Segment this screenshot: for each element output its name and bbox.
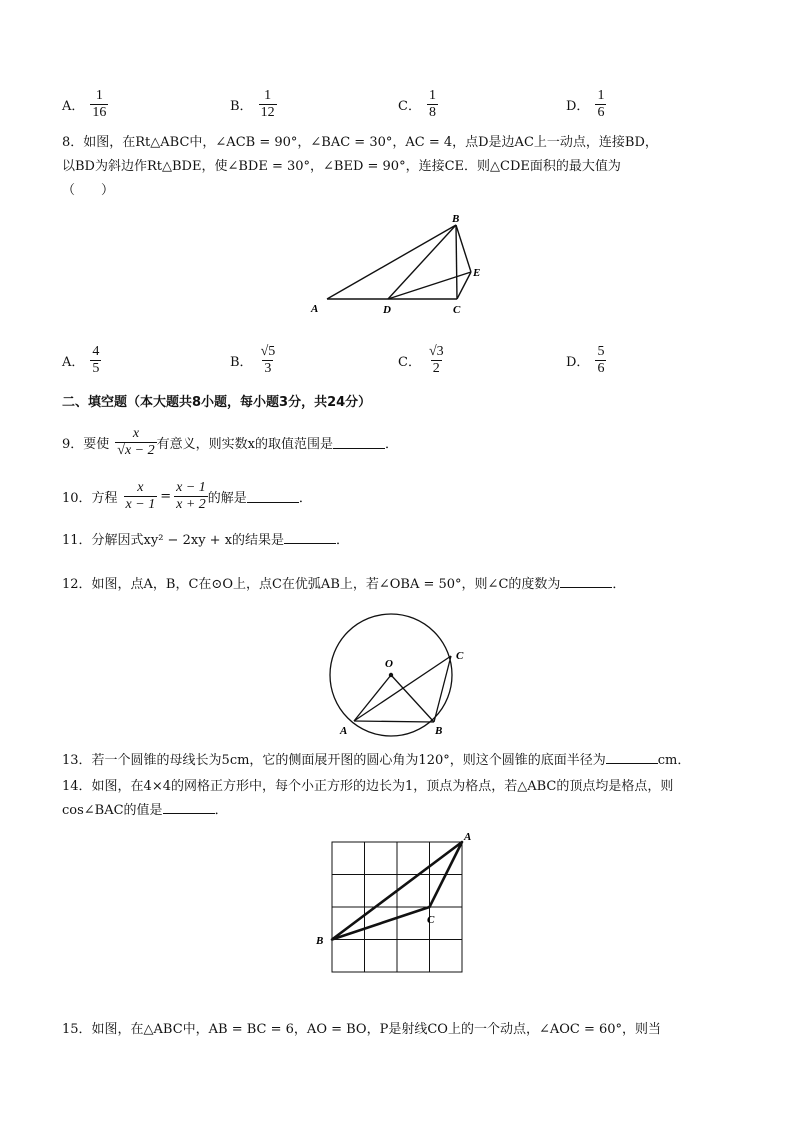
q13-end: cm． [657, 753, 691, 768]
q10-question [62, 480, 312, 513]
q8-option-b-fraction [259, 344, 278, 377]
q9-num: x [132, 426, 140, 441]
q8-option-c-fraction [427, 344, 446, 377]
q8-label-c: C [453, 304, 461, 316]
q7-option-a-den: 16 [92, 105, 107, 121]
q10-left-fraction [124, 480, 158, 513]
q10-suffix: 的解是 [207, 491, 247, 507]
q12-label-o: O [385, 658, 393, 670]
q12-label-a: A [340, 725, 348, 737]
q12-circle-figure [320, 612, 480, 742]
section-2-heading: 二、填空题（本大题共8小题，每小题3分，共24分） [62, 395, 372, 410]
q8-option-a [62, 344, 101, 377]
q12-center-dot [389, 673, 393, 677]
q7-option-b-num: 1 [264, 88, 272, 103]
q7-option-b-den: 12 [260, 105, 275, 121]
q8-option-a-num: 4 [92, 344, 100, 359]
q8-label-b: B [452, 213, 460, 225]
q7-option-d-letter: D． [566, 99, 590, 115]
q7-option-c-num: 1 [428, 88, 436, 103]
q8-option-b-den: 3 [264, 361, 272, 377]
q14-label-b: B [316, 935, 324, 947]
q8-option-d-num: 5 [597, 344, 605, 359]
q12-end: ． [612, 577, 626, 592]
q13-answer-blank[interactable] [606, 751, 658, 764]
q14-line-1: 14．如图，在4×4的网格正方形中，每个小正方形的边长为1，顶点为格点，若△ABC的顶点均是格点，则 [62, 779, 674, 794]
q8-option-b-num: √5 [260, 344, 276, 359]
q12-text: 12．如图，点A，B，C在⊙O上，点C在优弧AB上，若∠OBA = 50°，则∠C的度数为 [62, 577, 561, 592]
q7-option-a [62, 88, 108, 121]
q9-question [62, 426, 398, 459]
q14-line-2 [62, 801, 228, 821]
q8-line-1: 8．如图，在Rt△ABC中，∠ACB = 90°，∠BAC = 30°，AC = 4，点D是边AC上一动点，连接BD， [62, 135, 658, 150]
q7-option-a-fraction [90, 88, 108, 121]
q8-line-2: 以BD为斜边作Rt△BDE，使∠BDE = 30°，∠BED = 90°，连接CE．则△CDE面积的最大值为 [62, 159, 621, 174]
q8-triangle-figure [305, 208, 495, 316]
q7-option-d [566, 88, 606, 121]
q10-left-num: x [137, 480, 144, 495]
q8-option-c-letter: C． [398, 355, 421, 371]
q8-label-a: A [311, 303, 319, 315]
q7-option-a-num: 1 [95, 88, 103, 103]
q7-option-b-fraction [259, 88, 277, 121]
q15-question: 15．如图，在△ABC中，AB = BC = 6，AO = BO，P是射线CO上的一个动点，∠AOC = 60°，则当 [62, 1022, 662, 1037]
q11-text: 11．分解因式xy² − 2xy + x的结果是 [62, 533, 285, 548]
q13-question [62, 751, 690, 771]
q10-right-fraction [174, 480, 208, 513]
q8-option-b-letter: B． [230, 355, 253, 371]
q7-option-c-fraction [427, 88, 438, 121]
q8-option-d-fraction [595, 344, 606, 377]
q12-label-b: B [435, 725, 443, 737]
q10-left-den: x − 1 [125, 497, 156, 513]
q8-option-a-letter: A． [62, 355, 85, 371]
q8-option-c-num: √3 [428, 344, 444, 359]
q8-option-a-den: 5 [92, 361, 100, 377]
q9-suffix: 有意义，则实数x的取值范围是 [156, 437, 333, 453]
q8-option-c [398, 344, 446, 377]
q7-option-d-den: 6 [597, 105, 605, 121]
q7-option-b [230, 88, 277, 121]
q10-end: ． [298, 491, 312, 507]
q14-end: ． [214, 803, 228, 818]
q8-label-d: D [383, 304, 391, 316]
q9-den: √x − 2 [117, 443, 155, 459]
q14-label-c: C [427, 914, 435, 926]
q10-equals: = [160, 489, 172, 505]
q14-grid-figure [312, 828, 482, 976]
q7-option-d-num: 1 [597, 88, 605, 103]
q9-end: ． [384, 437, 398, 453]
q8-option-d-letter: D． [566, 355, 590, 371]
q10-right-num: x − 1 [176, 480, 206, 495]
q8-option-a-fraction [90, 344, 101, 377]
q9-answer-blank[interactable] [333, 436, 385, 449]
q11-answer-blank[interactable] [284, 531, 336, 544]
q12-label-c: C [456, 650, 464, 662]
q10-prefix: 10．方程 [62, 491, 118, 507]
q8-label-e: E [473, 267, 481, 279]
q7-option-a-letter: A． [62, 99, 85, 115]
q9-fraction [115, 426, 156, 459]
q7-option-c [398, 88, 438, 121]
q7-option-c-letter: C． [398, 99, 421, 115]
q8-option-b [230, 344, 277, 377]
q7-option-d-fraction [595, 88, 606, 121]
q8-option-d [566, 344, 606, 377]
q12-answer-blank[interactable] [560, 575, 612, 588]
q9-prefix: 9．要使 [62, 437, 110, 453]
q8-option-d-den: 6 [597, 361, 605, 377]
q7-option-c-den: 8 [428, 105, 436, 121]
q14-line-2-text: cos∠BAC的值是 [62, 803, 163, 818]
q8-option-c-den: 2 [432, 361, 440, 377]
q14-answer-blank[interactable] [163, 801, 215, 814]
q10-right-den: x + 2 [176, 497, 206, 513]
q8-line-3: （ ） [62, 183, 115, 198]
q14-label-a: A [464, 831, 472, 843]
q10-answer-blank[interactable] [247, 490, 299, 503]
q11-question [62, 531, 349, 551]
q11-end: ． [336, 533, 350, 548]
q12-question [62, 575, 625, 595]
q13-text: 13．若一个圆锥的母线长为5cm，它的侧面展开图的圆心角为120°，则这个圆锥的底面半径为 [62, 753, 606, 768]
q7-option-b-letter: B． [230, 99, 253, 115]
